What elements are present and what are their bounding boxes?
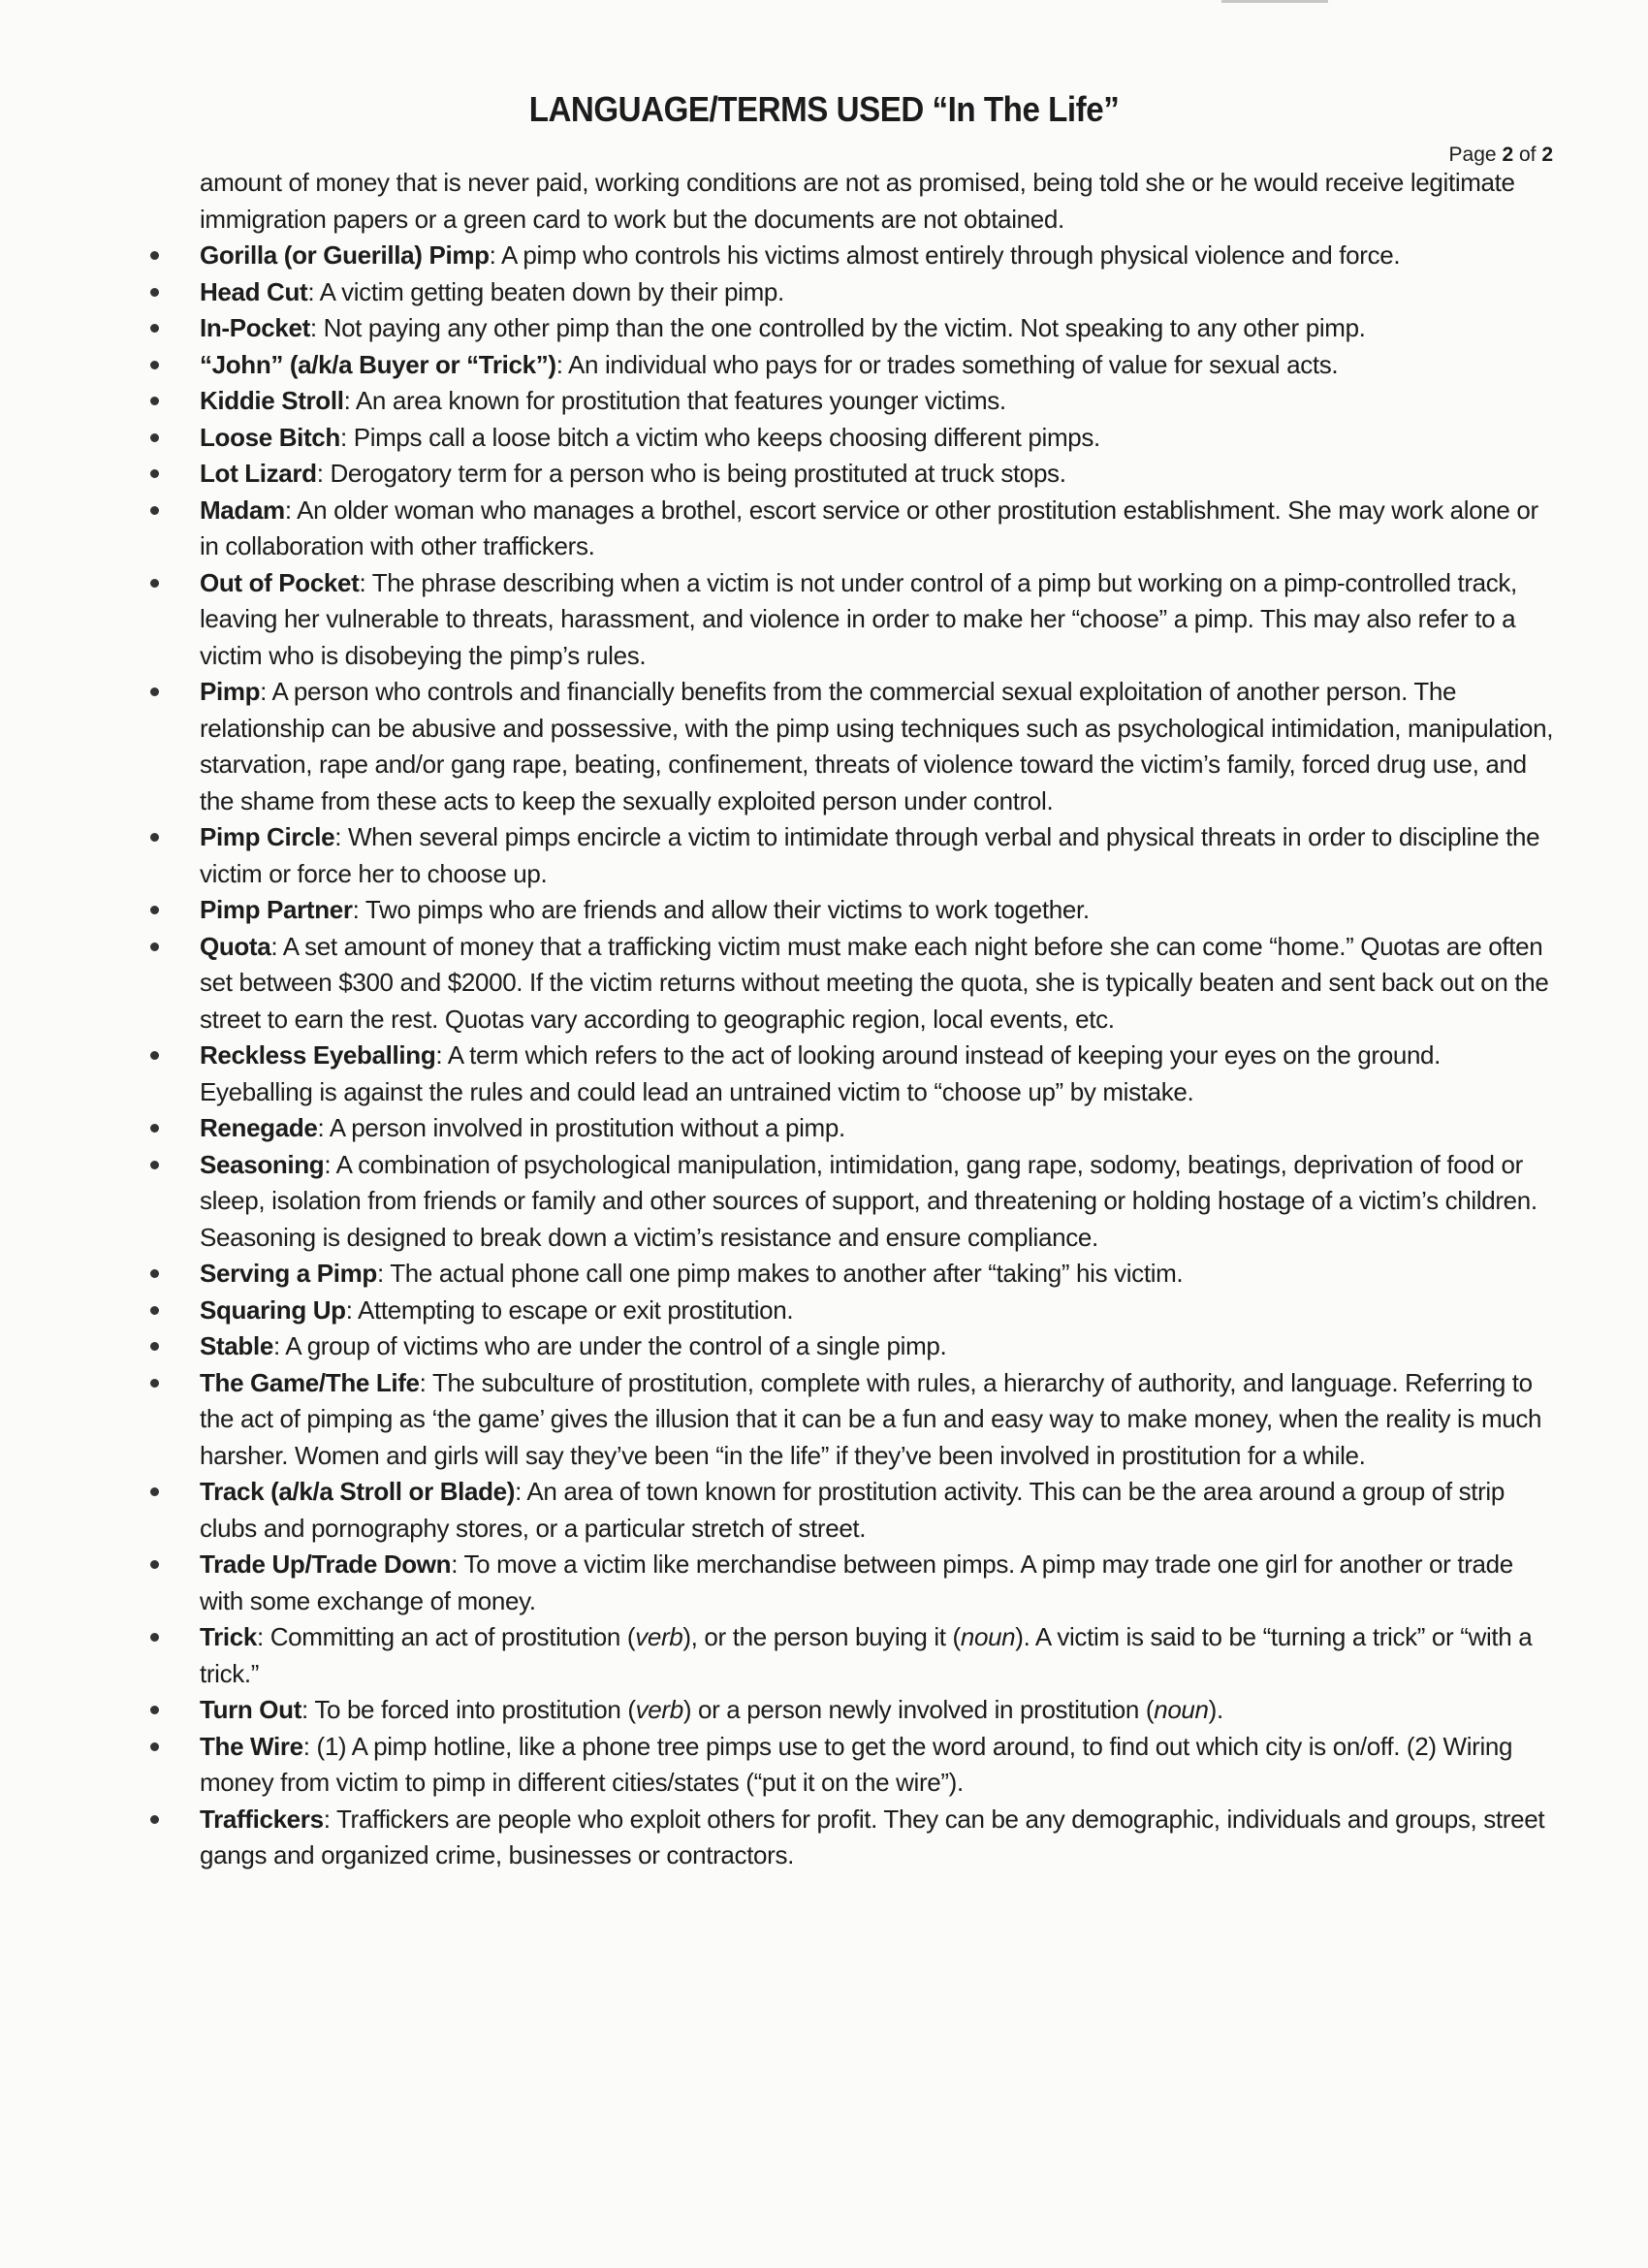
term-separator: : xyxy=(324,1149,336,1179)
term-name: Kiddie Stroll xyxy=(200,386,344,415)
bullet-icon xyxy=(150,687,159,696)
term-definition: An area known for prostitution that features younger victims. xyxy=(355,386,1006,415)
page-of: of xyxy=(1513,144,1542,166)
term-name: Madam xyxy=(200,495,285,525)
bullet-icon xyxy=(150,942,159,951)
term-separator: : xyxy=(317,1113,330,1142)
term-name: Out of Pocket xyxy=(200,567,360,597)
term-definition: A group of victims who are under the control of a single pimp. xyxy=(285,1331,947,1360)
term-definition: An individual who pays for or trades something of value for sexual acts. xyxy=(568,349,1339,379)
bullet-icon xyxy=(150,1742,159,1751)
term-name: The Wire xyxy=(200,1731,303,1761)
term-definition: Not paying any other pimp than the one controlled by the victim. Not speaking to any other pimp. xyxy=(323,313,1366,342)
continuation-text: amount of money that is never paid, working conditions are not as promised, being told she or he would receive legitimate immigration papers or a green card to work but the documents are not obtained. xyxy=(200,168,1515,234)
term-item xyxy=(200,1328,1557,1365)
term-item xyxy=(200,565,1557,675)
terms-list xyxy=(200,238,1557,1874)
term-definition: A set amount of money that a trafficking victim must make each night before she can come “home.” Quotas are often set between $300 and $2000. If the victim returns without meeting the quota, she is typically beaten and sent back out on the street to earn the rest. Quotas vary according to geographic region, local events, etc. xyxy=(200,931,1549,1034)
page-number xyxy=(1449,144,1553,167)
bullet-icon xyxy=(150,251,159,260)
bullet-icon xyxy=(150,397,159,405)
term-separator: : xyxy=(343,386,356,415)
term-definition: A person involved in prostitution without a pimp. xyxy=(329,1113,845,1142)
page-current: 2 xyxy=(1502,144,1514,166)
term-item xyxy=(200,1692,1557,1729)
term-name: Turn Out xyxy=(200,1695,302,1724)
term-name: Quota xyxy=(200,931,271,961)
term-item xyxy=(200,819,1557,892)
term-definition: A pimp who controls his victims almost entirely through physical violence and force. xyxy=(500,240,1401,270)
term-item xyxy=(200,1293,1557,1329)
term-definition: Derogatory term for a person who is being prostituted at truck stops. xyxy=(330,459,1066,488)
bullet-icon xyxy=(150,1342,159,1351)
bullet-icon xyxy=(150,288,159,297)
term-separator: : xyxy=(451,1549,464,1579)
document-body xyxy=(200,165,1557,1874)
bullet-icon xyxy=(150,1051,159,1060)
term-name: Pimp Circle xyxy=(200,822,335,851)
bullet-icon xyxy=(150,1815,159,1824)
term-separator: : xyxy=(345,1294,359,1325)
term-separator: : xyxy=(316,459,331,488)
term-definition: The subculture of prostitution, complete with rules, a hierarchy of authority, and language. Referring to the act of pimping as ‘the game’ gives the illusion that it can be a fun and easy way to make money, when the reality is much harsher. Women and girls will say they’ve been “in the life” if they’ve been involved in prostitution for a while. xyxy=(200,1367,1542,1470)
bullet-icon xyxy=(150,433,159,442)
bullet-icon xyxy=(150,1269,159,1278)
bullet-icon xyxy=(150,1706,159,1714)
definition-text: ). xyxy=(1208,1695,1223,1724)
term-name: Head Cut xyxy=(200,276,308,306)
part-of-speech: verb xyxy=(635,1622,683,1651)
term-definition: A combination of psychological manipulation, intimidation, gang rape, sodomy, beatings, deprivation of food or sleep, isolation from friends or family and other sources of support, and threatening or holding hostage of a victim’s children. Seasoning is designed to break down a victim’s resistance and ensure compliance. xyxy=(200,1149,1537,1252)
term-definition: Two pimps who are friends and allow their victims to work together. xyxy=(364,895,1090,924)
term-definition: To move a victim like merchandise between pimps. A pimp may trade one girl for another or trade with some exchange of money. xyxy=(200,1549,1513,1615)
term-item xyxy=(200,892,1557,929)
bullet-icon xyxy=(150,1560,159,1569)
bullet-icon xyxy=(150,1124,159,1133)
bullet-icon xyxy=(150,361,159,369)
term-name: Serving a Pimp xyxy=(200,1259,377,1288)
term-name: Seasoning xyxy=(200,1149,325,1179)
term-separator: : xyxy=(435,1040,448,1070)
part-of-speech: noun xyxy=(960,1622,1016,1651)
page-title: LANGUAGE/TERMS USED “In The Life” xyxy=(528,89,1120,129)
bullet-icon xyxy=(150,1633,159,1642)
term-definition xyxy=(200,1622,1532,1688)
term-name: Stable xyxy=(200,1331,273,1360)
term-definition xyxy=(314,1695,1223,1724)
term-item xyxy=(200,1547,1557,1619)
term-name: Lot Lizard xyxy=(200,459,317,488)
term-definition: (1) A pimp hotline, like a phone tree pimps use to get the word around, to find out which city is on/off. (2) Wiring money from victim to pimp in different cities/states (“put it on the wire”). xyxy=(200,1731,1513,1797)
term-item xyxy=(200,1474,1557,1547)
term-separator: : xyxy=(307,276,320,306)
term-separator: : xyxy=(352,895,365,924)
bullet-icon xyxy=(150,579,159,588)
term-separator: : xyxy=(256,1622,270,1651)
bullet-icon xyxy=(150,1161,159,1169)
term-name: Gorilla (or Guerilla) Pimp xyxy=(200,240,490,270)
term-separator: : xyxy=(270,931,283,961)
definition-text: ) or a person newly involved in prostitution ( xyxy=(682,1695,1155,1724)
term-name: Squaring Up xyxy=(200,1294,346,1325)
bullet-icon xyxy=(150,906,159,914)
term-separator: : xyxy=(376,1259,391,1288)
term-item xyxy=(200,1729,1557,1802)
term-name: Track (a/k/a Stroll or Blade) xyxy=(200,1477,516,1506)
term-name: Pimp Partner xyxy=(200,895,353,924)
term-name: Traffickers xyxy=(200,1804,324,1834)
term-definition: The actual phone call one pimp makes to another after “taking” his victim. xyxy=(390,1259,1184,1288)
term-item xyxy=(200,274,1557,311)
definition-text: ), or the person buying it ( xyxy=(682,1622,961,1651)
term-item xyxy=(200,310,1557,347)
term-item xyxy=(200,456,1557,493)
term-name: “John” (a/k/a Buyer or “Trick”) xyxy=(200,349,556,379)
bullet-icon xyxy=(150,324,159,333)
term-separator: : xyxy=(260,677,272,706)
term-separator: : xyxy=(489,240,501,270)
term-item xyxy=(200,1802,1557,1874)
term-item xyxy=(200,1110,1557,1147)
term-item xyxy=(200,1256,1557,1293)
page-prefix: Page xyxy=(1448,144,1503,166)
term-name: The Game/The Life xyxy=(200,1367,420,1397)
term-item xyxy=(200,238,1557,274)
term-item xyxy=(200,1147,1557,1257)
term-definition: An area of town known for prostitution activity. This can be the area around a group of strip clubs and pornography stores, or a particular stretch of street. xyxy=(200,1477,1505,1543)
term-separator: : xyxy=(302,1731,317,1761)
term-definition: An older woman who manages a brothel, escort service or other prostitution establishment. She may work alone or in collaboration with other traffickers. xyxy=(200,495,1538,560)
term-item xyxy=(200,929,1557,1038)
term-name: Loose Bitch xyxy=(200,422,340,452)
bullet-icon xyxy=(150,1379,159,1388)
term-item xyxy=(200,383,1557,420)
scan-artifact xyxy=(1221,0,1328,3)
term-item xyxy=(200,420,1557,457)
term-definition: A person who controls and financially benefits from the commercial sexual exploitation of another person. The relationship can be abusive and possessive, with the pimp using techniques such as psychological intimidation, manipulation, starvation, rape and/or gang rape, beating, confinement, threats of violence toward the victim’s family, forced drug use, and the shame from these acts to keep the sexually exploited person under control. xyxy=(200,677,1554,815)
term-separator: : xyxy=(419,1367,432,1397)
term-name: Trade Up/Trade Down xyxy=(200,1549,452,1579)
term-separator: : xyxy=(515,1477,527,1506)
definition-text: To be forced into prostitution ( xyxy=(314,1695,636,1724)
bullet-icon xyxy=(150,1306,159,1315)
term-definition: Traffickers are people who exploit others for profit. They can be any demographic, individuals and groups, street gangs and organized crime, businesses or contractors. xyxy=(200,1804,1545,1869)
term-definition: Attempting to escape or exit prostitution. xyxy=(358,1294,794,1325)
bullet-icon xyxy=(150,833,159,842)
term-separator: : xyxy=(272,1331,286,1360)
bullet-icon xyxy=(150,506,159,515)
term-item xyxy=(200,1619,1557,1692)
term-separator: : xyxy=(555,349,569,379)
term-item xyxy=(200,1365,1557,1475)
definition-text: Committing an act of prostitution ( xyxy=(269,1622,636,1651)
term-definition: A victim getting beaten down by their pimp. xyxy=(319,276,784,306)
term-separator: : xyxy=(301,1695,315,1724)
term-definition: The phrase describing when a victim is not under control of a pimp but working on a pimp-controlled track, leaving her vulnerable to threats, harassment, and violence in order to make her “choose” a pimp. This may also refer to a victim who is disobeying the pimp’s rules. xyxy=(200,567,1517,670)
term-separator: : xyxy=(334,822,348,851)
term-definition: Pimps call a loose bitch a victim who keeps choosing different pimps. xyxy=(353,422,1100,452)
page-total: 2 xyxy=(1541,144,1553,166)
term-separator: : xyxy=(359,567,372,597)
term-separator: : xyxy=(323,1804,336,1834)
term-definition: When several pimps encircle a victim to intimidate through verbal and physical threats in order to discipline the victim or force her to choose up. xyxy=(200,822,1540,888)
definition-text: ). A victim is said to be “turning a trick” or “with a trick.” xyxy=(200,1622,1533,1688)
term-separator: : xyxy=(309,313,324,342)
part-of-speech: verb xyxy=(635,1695,683,1724)
term-separator: : xyxy=(284,495,298,525)
term-item xyxy=(200,674,1557,819)
term-item xyxy=(200,1038,1557,1110)
term-item xyxy=(200,493,1557,565)
term-separator: : xyxy=(339,422,354,452)
term-name: Reckless Eyeballing xyxy=(200,1040,436,1070)
term-name: Pimp xyxy=(200,677,261,706)
term-item xyxy=(200,347,1557,384)
bullet-icon xyxy=(150,1487,159,1496)
part-of-speech: noun xyxy=(1154,1695,1209,1724)
bullet-icon xyxy=(150,469,159,478)
term-name: Trick xyxy=(200,1622,257,1651)
term-definition: A term which refers to the act of looking around instead of keeping your eyes on the ground. Eyeballing is against the rules and could lead an untrained victim to “choose up” by mistake. xyxy=(200,1040,1442,1106)
term-name: In-Pocket xyxy=(200,313,310,342)
term-name: Renegade xyxy=(200,1113,318,1142)
